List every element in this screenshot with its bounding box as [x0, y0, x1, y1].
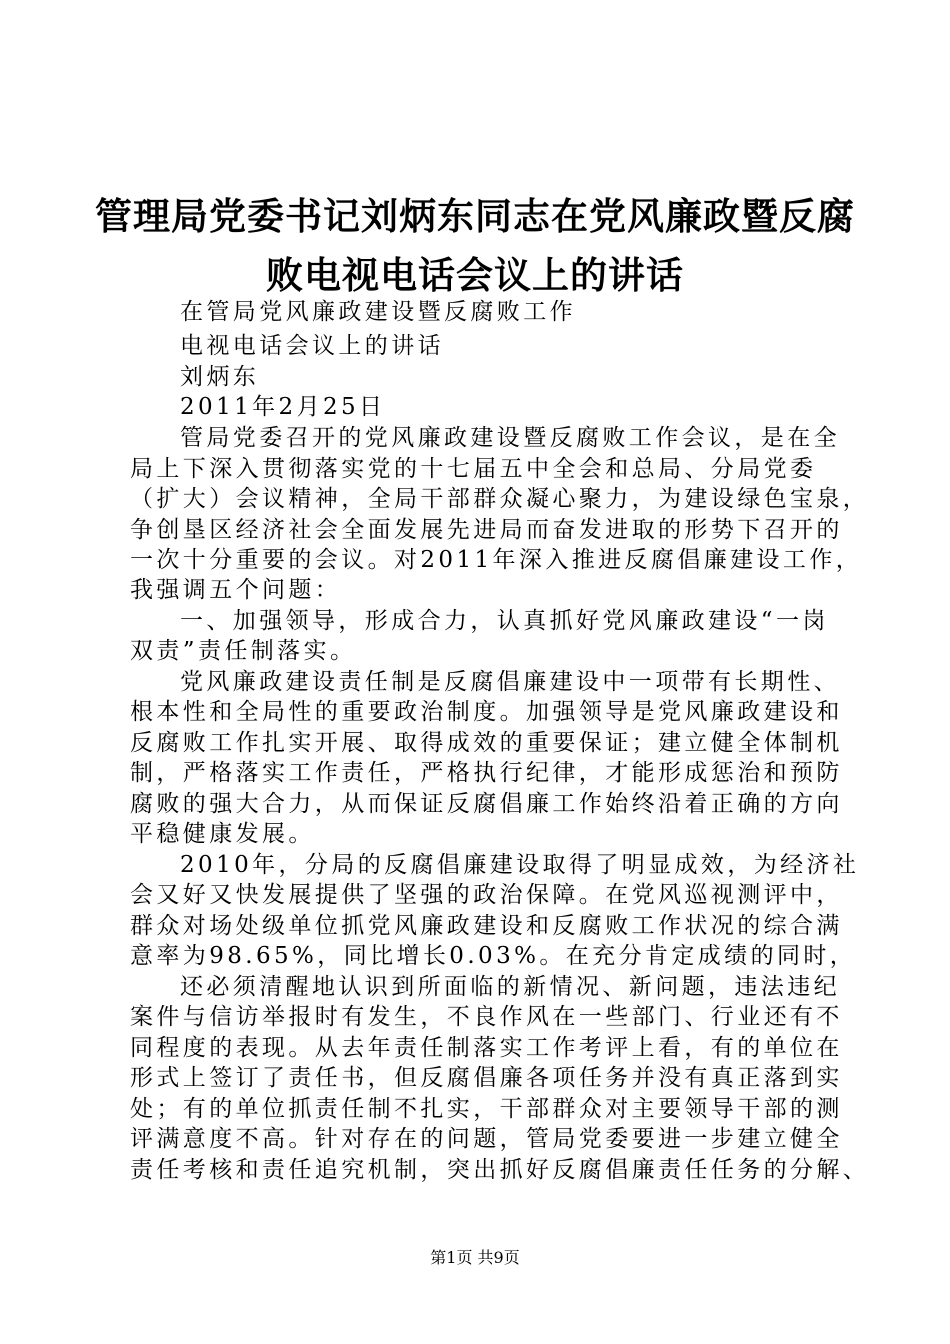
paragraph-line: 一次十分重要的会议。对2011年深入推进反腐倡廉建设工作，	[130, 547, 863, 573]
paragraph-line: （扩大）会议精神，全局干部群众凝心聚力，为建设绿色宝泉，	[130, 486, 870, 512]
paragraph-line: 形式上签订了责任书，但反腐倡廉各项任务并没有真正落到实	[130, 1065, 843, 1091]
paragraph-line: 责任考核和责任追究机制，突出抓好反腐倡廉责任任务的分解、	[130, 1157, 870, 1183]
section-heading: 双责”责任制落实。	[130, 638, 357, 664]
paragraph-line: 管局党委召开的党风廉政建设暨反腐败工作会议，是在全	[180, 425, 840, 451]
paragraph-line: 会又好又快发展提供了坚强的政治保障。在党风巡视测评中，	[130, 882, 843, 908]
section-heading: 一、加强领导，形成合力，认真抓好党风廉政建设“一岗	[180, 608, 829, 634]
paragraph-line: 腐败的强大合力，从而保证反腐倡廉工作始终沿着正确的方向	[130, 791, 843, 817]
paragraph-line: 意率为98.65%，同比增长0.03%。在充分肯定成绩的同时，	[130, 943, 857, 969]
document-title-line-2: 败电视电话会议上的讲话	[266, 254, 684, 297]
paragraph-line: 制，严格落实工作责任，严格执行纪律，才能形成惩治和预防	[130, 760, 843, 786]
paragraph-line: 还必须清醒地认识到所面临的新情况、新问题，违法违纪	[180, 974, 840, 1000]
paragraph-line: 局上下深入贯彻落实党的十七届五中全会和总局、分局党委	[130, 456, 817, 482]
subtitle-line: 电视电话会议上的讲话	[180, 333, 444, 359]
paragraph-line: 平稳健康发展。	[130, 821, 315, 847]
page-number-footer: 第1页 共9页	[430, 1248, 520, 1267]
paragraph-line: 我强调五个问题：	[130, 577, 342, 603]
paragraph-line: 处；有的单位抓责任制不扎实，干部群众对主要领导干部的测	[130, 1096, 843, 1122]
paragraph-line: 争创垦区经济社会全面发展先进局而奋发进取的形势下召开的	[130, 517, 843, 543]
paragraph-line: 根本性和全局性的重要政治制度。加强领导是党风廉政建设和	[130, 699, 843, 725]
paragraph-line: 评满意度不高。针对存在的问题，管局党委要进一步建立健全	[130, 1126, 843, 1152]
paragraph-line: 反腐败工作扎实开展、取得成效的重要保证；建立健全体制机	[130, 730, 843, 756]
document-title-line-1: 管理局党委书记刘炳东同志在党风廉政暨反腐	[95, 195, 855, 238]
subtitle-line: 在管局党风廉政建设暨反腐败工作	[180, 299, 576, 325]
paragraph-line: 党风廉政建设责任制是反腐倡廉建设中一项带有长期性、	[180, 669, 840, 695]
paragraph-line: 案件与信访举报时有发生，不良作风在一些部门、行业还有不	[130, 1004, 843, 1030]
paragraph-line: 同程度的表现。从去年责任制落实工作考评上看，有的单位在	[130, 1035, 843, 1061]
paragraph-line: 2010年，分局的反腐倡廉建设取得了明显成效，为经济社	[180, 852, 860, 878]
speech-date: 2011年2月25日	[180, 394, 386, 420]
author-name: 刘炳东	[180, 364, 260, 390]
paragraph-line: 群众对场处级单位抓党风廉政建设和反腐败工作状况的综合满	[130, 913, 843, 939]
